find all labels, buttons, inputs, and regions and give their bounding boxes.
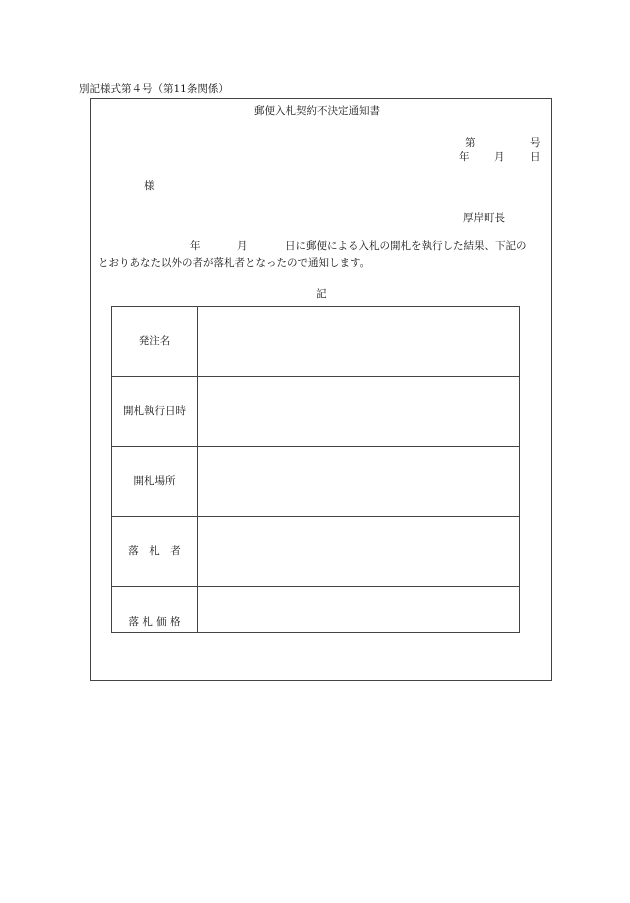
document-title: 郵便入札契約不決定通知書 — [254, 105, 380, 117]
details-table — [111, 306, 520, 633]
ref-dai: 第 — [465, 137, 476, 149]
row-label-opening-datetime: 開札執行日時 — [123, 405, 186, 417]
row-label-order-name: 発注名 — [138, 335, 171, 347]
row-divider — [112, 586, 519, 587]
body-month: 月 — [237, 240, 248, 252]
row-divider — [112, 446, 519, 447]
body-year: 年 — [190, 240, 201, 252]
body-line1: 日に郵便による入札の開札を執行した結果、下記の — [285, 240, 527, 252]
form-number: 別記様式第４号（第11条関係） — [79, 83, 229, 95]
ref-day: 日 — [530, 151, 541, 163]
ref-month: 月 — [494, 151, 505, 163]
column-divider — [197, 307, 198, 632]
row-divider — [112, 516, 519, 517]
sender-name: 厚岸町長 — [463, 212, 505, 224]
ref-year: 年 — [459, 151, 470, 163]
addressee-sama: 様 — [144, 180, 155, 192]
ref-gou: 号 — [530, 137, 541, 149]
row-label-winning-price: 落 札 価 格 — [128, 616, 181, 628]
body-line2: とおりあなた以外の者が落札者となったので通知します。 — [98, 257, 371, 269]
row-label-winning-bidder: 落 札 者 — [128, 545, 181, 557]
row-label-opening-place: 開札場所 — [133, 475, 176, 487]
row-divider — [112, 376, 519, 377]
ki-label: 記 — [316, 288, 327, 300]
